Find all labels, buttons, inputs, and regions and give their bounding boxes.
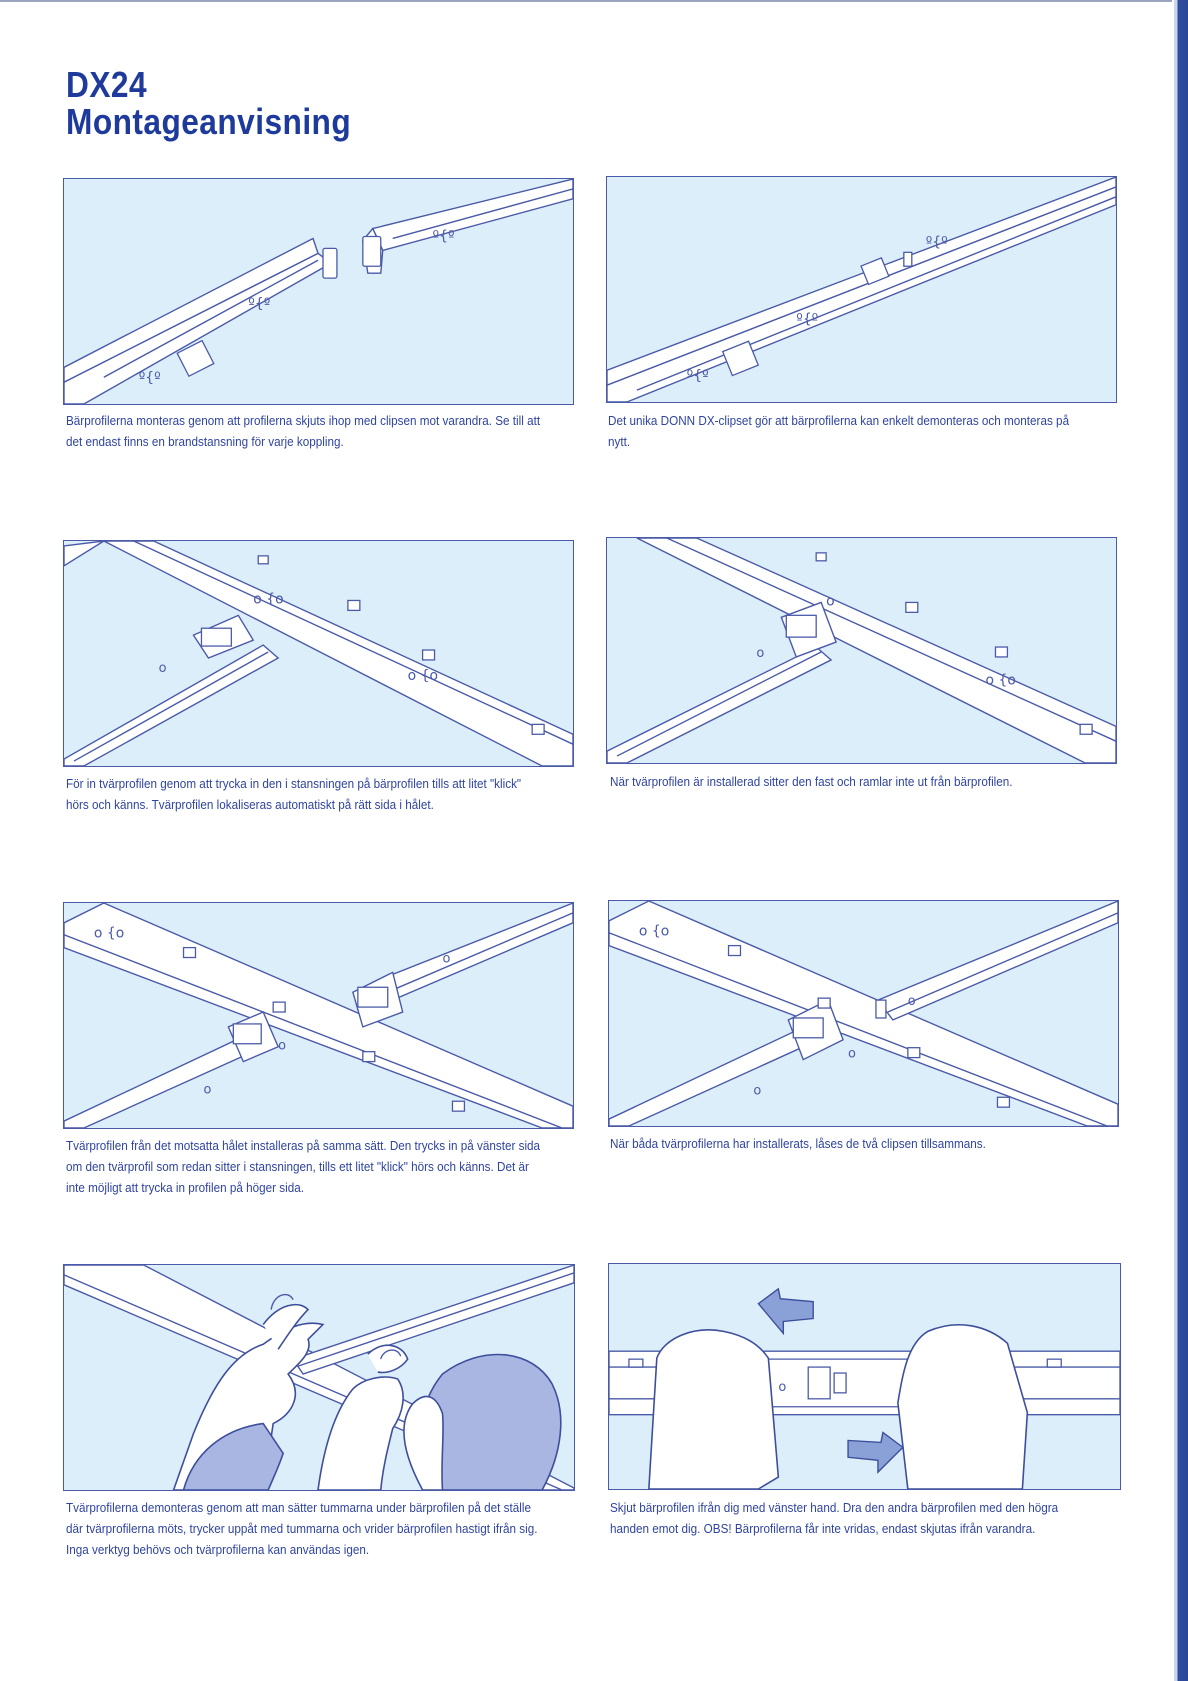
step-6-caption <box>610 1133 1090 1154</box>
caption-text: Bärprofilerna monteras genom att profilerna skjuts ihop med clipsen mot varandra. Se till att det endast finns en brandstansning för varje koppling. <box>66 413 541 449</box>
step-3-caption <box>66 773 541 815</box>
svg-text:o: o <box>203 1082 212 1098</box>
illustration-clips-locked <box>608 900 1119 1127</box>
svg-text:o: o <box>778 1379 787 1395</box>
svg-text:º{º: º{º <box>138 370 161 387</box>
svg-text:o {o: o {o <box>985 672 1016 689</box>
illustration-main-runners-joining <box>63 178 574 405</box>
top-rule <box>0 0 1172 2</box>
illustration-pulling-apart-hands <box>608 1263 1121 1490</box>
step-8-caption <box>610 1497 1090 1539</box>
illustration-dx-clip-joined <box>606 176 1117 403</box>
page-edge-bar <box>1174 0 1188 1681</box>
caption-text: När båda tvärprofilerna har installerats, låses de två clipsen tillsammans. <box>610 1136 986 1151</box>
illustration-cross-tee-installed <box>606 537 1117 764</box>
svg-text:º{º: º{º <box>925 234 948 251</box>
illustration-cross-tee-inserting <box>63 540 574 767</box>
svg-text:o: o <box>442 951 451 967</box>
svg-text:o {o: o {o <box>638 923 670 940</box>
step-1-caption <box>66 410 541 452</box>
caption-text: Det unika DONN DX-clipset gör att bärprofilerna kan enkelt demonteras och monteras på nytt. <box>608 413 1070 449</box>
step-4-caption <box>610 771 1090 792</box>
caption-text: När tvärprofilen är installerad sitter den fast och ramlar inte ut från bärprofilen. <box>610 774 1013 789</box>
step-2-caption <box>608 410 1088 452</box>
svg-text:o: o <box>158 660 167 676</box>
document-heading: Montageanvisning <box>66 101 352 142</box>
caption-text: För in tvärprofilen genom att trycka in den i stansningen på bärprofilen tills att litet "klick" hörs och känns. Tvärprofilen lokaliseras automatiskt på rätt sida i hålet. <box>66 776 522 812</box>
svg-text:o: o <box>278 1038 287 1054</box>
svg-text:o {o: o {o <box>93 925 125 942</box>
caption-text: Tvärprofilerna demonteras genom att man sätter tummarna under bärprofilen på det ställe där tvärprofilerna möts, trycker uppåt med tummarna och vrider bärprofilen hastigt ifrån sig. Inga verktyg behövs och tvärprofilerna kan användas igen. <box>66 1500 538 1557</box>
svg-text:o: o <box>826 593 835 610</box>
caption-text: Skjut bärprofilen ifrån dig med vänster hand. Dra den andra bärprofilen med den högra handen emot dig. OBS! Bärprofilerna får inte vridas, endast skjutas ifrån varandra. <box>610 1500 1059 1536</box>
svg-text:o: o <box>756 645 765 661</box>
svg-text:o {o: o {o <box>253 591 284 608</box>
illustration-dismantling-thumbs <box>63 1264 575 1491</box>
svg-text:º{º: º{º <box>248 295 271 312</box>
svg-text:o: o <box>907 994 916 1010</box>
step-5-caption <box>66 1135 541 1198</box>
step-7-caption <box>66 1497 541 1560</box>
product-code: DX24 <box>66 64 148 105</box>
svg-text:º{º: º{º <box>686 368 709 385</box>
svg-text:o {o: o {o <box>407 667 439 684</box>
caption-text: Tvärprofilen från det motsatta hålet installeras på samma sätt. Den trycks in på vänster sida om den tvärprofil som redan sitter i stansningen, tills ett litet "klick" hörs och känns. Det är inte möjligt att trycka in profilen på höger sida. <box>66 1138 541 1195</box>
illustration-opposite-cross-tee <box>63 902 574 1129</box>
svg-text:º{º: º{º <box>796 311 819 328</box>
svg-text:o: o <box>848 1046 856 1062</box>
svg-text:o: o <box>753 1083 762 1099</box>
page-title <box>66 66 351 140</box>
svg-text:º{º: º{º <box>432 228 455 245</box>
